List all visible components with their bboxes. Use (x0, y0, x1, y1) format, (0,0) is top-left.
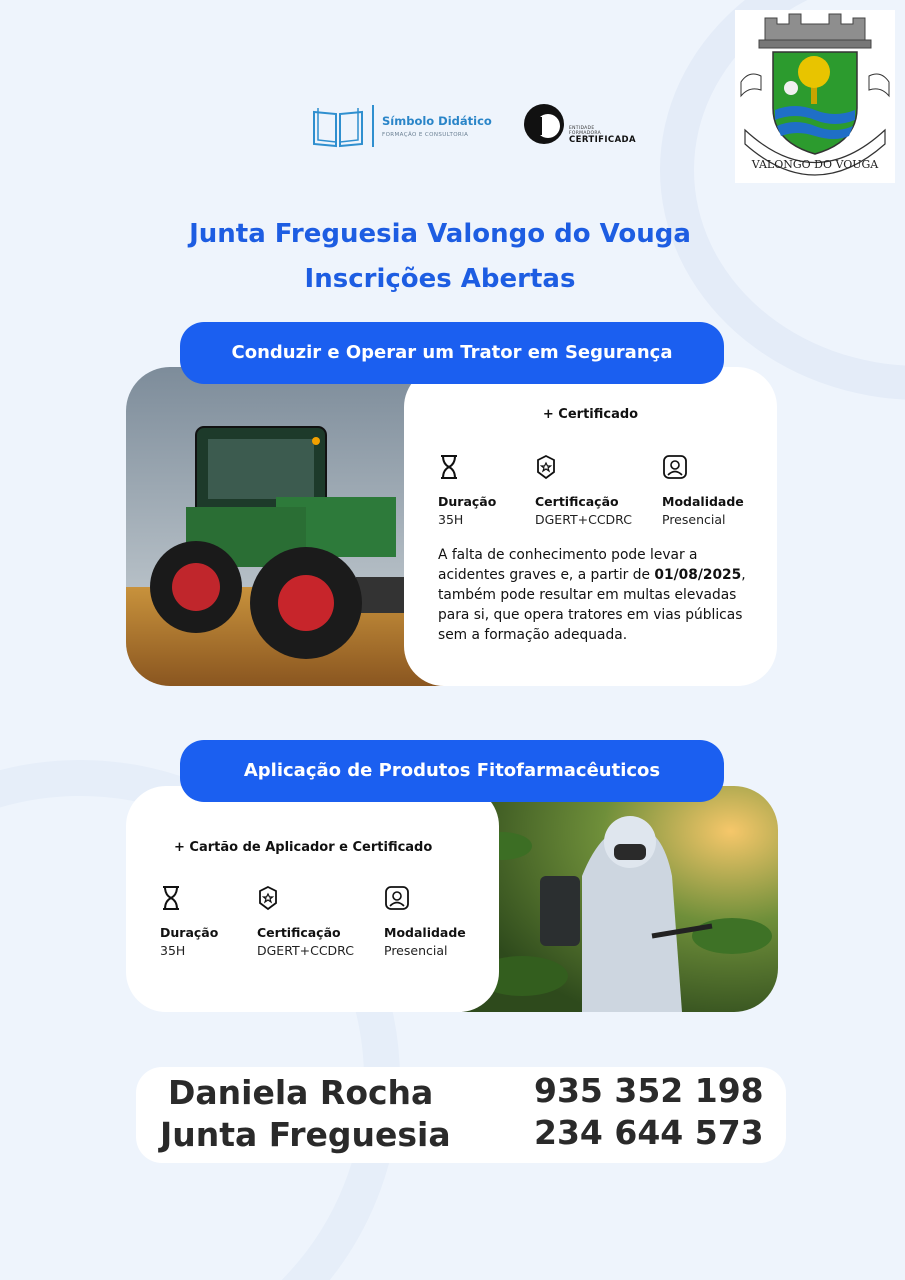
course2-feature-duration (160, 885, 218, 958)
course2-certification-value: DGERT+CCDRC (257, 943, 354, 958)
entidade-certificada-logo (522, 99, 636, 149)
course1-feature-modality (662, 454, 744, 527)
course1-extra: + Certificado (542, 407, 639, 422)
hourglass-icon (438, 454, 460, 480)
course2-card (126, 786, 499, 1012)
course2-certification-label: Certificação (257, 925, 341, 940)
course1-feature-certification (535, 454, 632, 527)
simbolo-didatico-logo (312, 104, 492, 148)
course1-desc-part2: , também pode resultar em multas elevadas para si, que opera tratores em vias públicas sem a formação adequada. (438, 567, 746, 643)
open-book-icon (312, 104, 364, 148)
sprayer-photo (462, 786, 778, 1012)
course1-feature-duration (438, 454, 496, 527)
cert-small-1: ENTIDADE (569, 125, 595, 131)
course1-duration-value: 35H (438, 512, 464, 527)
user-portrait-icon (662, 454, 688, 480)
course2-modality-value: Presencial (384, 943, 448, 958)
certification-badge-icon (535, 454, 557, 480)
course1-modality-label: Modalidade (662, 494, 744, 509)
coat-of-arms-icon (735, 10, 895, 183)
course1-title: Conduzir e Operar um Trator em Segurança (180, 322, 724, 384)
cert-big: CERTIFICADA (569, 135, 636, 146)
simbolo-subtitle: FORMAÇÃO E CONSULTORIA (382, 132, 469, 138)
course1-desc-date: 01/08/2025 (654, 567, 742, 583)
course1-certification-value: DGERT+CCDRC (535, 512, 632, 527)
contact-phone-2: 234 644 573 (534, 1113, 764, 1152)
dgert-emblem-icon (522, 99, 566, 149)
contact-organization: Junta Freguesia (160, 1115, 451, 1154)
course2-extra: + Cartão de Aplicador e Certificado (174, 840, 433, 855)
course1-duration-label: Duração (438, 494, 497, 509)
hourglass-icon (160, 885, 182, 911)
course2-duration-label: Duração (160, 925, 219, 940)
page-subtitle: Inscrições Abertas (304, 264, 576, 294)
crest-motto: VALONGO DO VOUGA (751, 158, 879, 171)
course2-title: Aplicação de Produtos Fitofarmacêuticos (180, 740, 724, 802)
simbolo-name: Símbolo Didático (382, 114, 492, 128)
course2-feature-modality (384, 885, 466, 958)
user-portrait-icon (384, 885, 410, 911)
contact-phone-1: 935 352 198 (534, 1071, 764, 1110)
course1-card (404, 367, 777, 686)
course2-modality-label: Modalidade (384, 925, 466, 940)
cert-small-2: FORMADORA (569, 130, 601, 136)
course1-desc-part1: A falta de conhecimento pode levar a acidentes graves e, a partir de (438, 547, 698, 583)
valongo-crest (735, 10, 895, 183)
page-title: Junta Freguesia Valongo do Vouga (189, 219, 691, 249)
course1-description (438, 545, 758, 645)
course2-duration-value: 35H (160, 943, 186, 958)
contact-box (136, 1067, 786, 1163)
certification-badge-icon (257, 885, 279, 911)
course2-feature-certification (257, 885, 354, 958)
course1-modality-value: Presencial (662, 512, 726, 527)
course1-certification-label: Certificação (535, 494, 619, 509)
contact-name: Daniela Rocha (168, 1073, 434, 1112)
